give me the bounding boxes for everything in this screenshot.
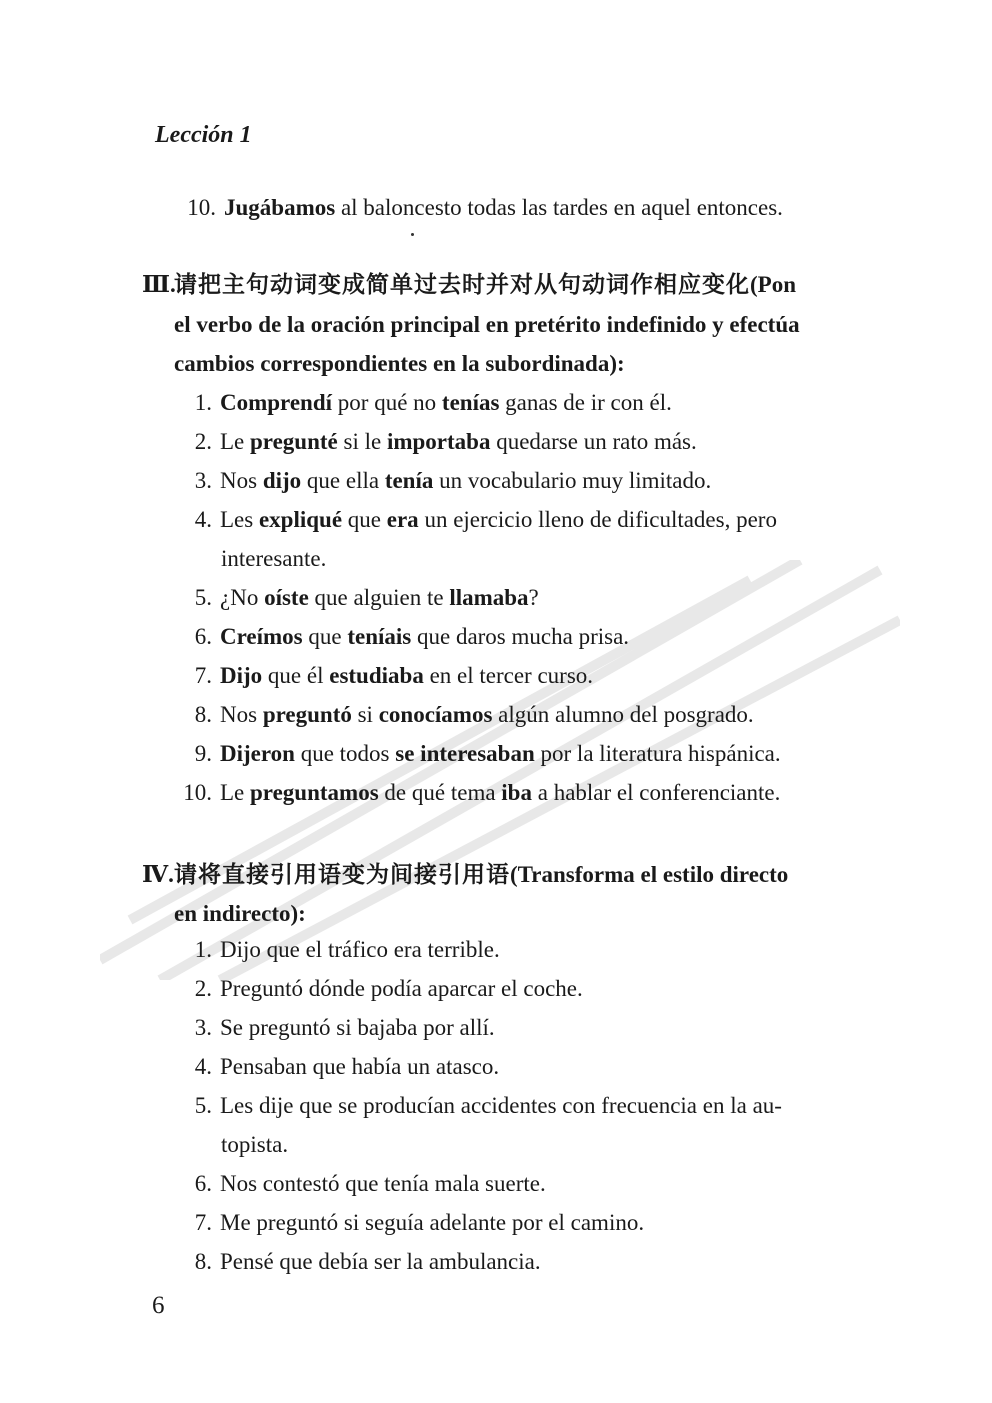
verb-bold: oíste bbox=[264, 585, 309, 610]
section-4-title-es: (Transforma el estilo directo bbox=[510, 862, 789, 887]
list-item bbox=[174, 974, 583, 1004]
verb-bold: tenía bbox=[384, 468, 434, 493]
item-text: que ella bbox=[301, 468, 385, 493]
item-text: que daros mucha prisa. bbox=[411, 624, 630, 649]
item-text: Preguntó dónde podía aparcar el coche. bbox=[220, 976, 583, 1001]
item-text: quedarse un rato más. bbox=[490, 429, 697, 454]
item-number: 4. bbox=[194, 507, 212, 532]
item-text: que bbox=[342, 507, 387, 532]
section-3-title-es: (Pon bbox=[750, 272, 796, 297]
item-number: 7. bbox=[194, 663, 212, 688]
list-item bbox=[174, 622, 629, 652]
item-number: 8. bbox=[194, 702, 212, 727]
item-number: 1. bbox=[194, 390, 212, 415]
item-number: 7. bbox=[194, 1210, 212, 1235]
section-3-heading bbox=[142, 265, 796, 305]
item-text: un vocabulario muy limitado. bbox=[433, 468, 712, 493]
item-text: que alguien te bbox=[308, 585, 450, 610]
item-number: 8. bbox=[194, 1249, 212, 1274]
item-text: Le bbox=[220, 780, 251, 805]
item-text: ¿No bbox=[220, 585, 265, 610]
verb-bold: preguntamos bbox=[250, 780, 379, 805]
list-item bbox=[174, 388, 672, 418]
item-text: que él bbox=[262, 663, 330, 688]
verb-bold: dijo bbox=[262, 468, 302, 493]
section-4-heading bbox=[142, 855, 788, 895]
verb-bold: iba bbox=[501, 780, 532, 805]
verb-bold: pregunté bbox=[250, 429, 338, 454]
verb-bold: importaba bbox=[386, 429, 491, 454]
list-item-continuation: interesante. bbox=[221, 546, 327, 571]
list-item bbox=[174, 583, 539, 613]
item-text: Le bbox=[220, 429, 251, 454]
item-number: 5. bbox=[194, 1093, 212, 1118]
verb-bold: estudiaba bbox=[329, 663, 424, 688]
item-text: que bbox=[302, 624, 348, 649]
item-number: 9. bbox=[194, 741, 212, 766]
item-text: por la literatura hispánica. bbox=[534, 741, 781, 766]
verb-bold: expliqué bbox=[258, 507, 343, 532]
item-text: a hablar el conferenciante. bbox=[531, 780, 781, 805]
list-item bbox=[174, 739, 781, 769]
verb-bold: Jugábamos bbox=[224, 195, 336, 220]
list-item bbox=[174, 1208, 644, 1238]
item-number: 6. bbox=[194, 1171, 212, 1196]
item-text: si bbox=[351, 702, 379, 727]
verb-bold: preguntó bbox=[262, 702, 352, 727]
list-item bbox=[174, 505, 777, 535]
section-3-title-line3: cambios correspondientes en la subordinada): bbox=[174, 351, 625, 376]
item-text: ganas de ir con él. bbox=[499, 390, 672, 415]
stray-dot bbox=[411, 233, 414, 236]
section-4-title-cn: 请将直接引用语变为间接引用语 bbox=[174, 862, 510, 888]
list-item bbox=[174, 1169, 546, 1199]
item-text: Pensaban que había un atasco. bbox=[220, 1054, 500, 1079]
verb-bold: se interesaban bbox=[395, 741, 535, 766]
item-number: 10. bbox=[187, 195, 216, 220]
list-item bbox=[174, 1091, 782, 1121]
section-3-title-line2: el verbo de la oración principal en pretérito indefinido y efectúa bbox=[174, 312, 800, 337]
item-number: 1. bbox=[194, 937, 212, 962]
verb-bold: conocíamos bbox=[378, 702, 493, 727]
item-text: ? bbox=[528, 585, 539, 610]
verb-bold: Dijeron bbox=[220, 741, 295, 766]
section-3-numeral: Ⅲ. bbox=[142, 272, 176, 297]
item-text: que todos bbox=[294, 741, 396, 766]
running-head: Lección 1 bbox=[155, 122, 252, 148]
item-number: 3. bbox=[194, 468, 212, 493]
section-4-numeral: Ⅳ. bbox=[142, 862, 174, 887]
list-item bbox=[174, 661, 593, 691]
list-item bbox=[174, 700, 754, 730]
item-text: por qué no bbox=[332, 390, 442, 415]
list-item bbox=[174, 935, 500, 965]
item-text: Nos bbox=[220, 468, 263, 493]
list-item-continuation: topista. bbox=[221, 1132, 289, 1157]
item-number: 5. bbox=[194, 585, 212, 610]
item-text: de qué tema bbox=[378, 780, 502, 805]
item-text: Les bbox=[220, 507, 259, 532]
list-item bbox=[174, 1052, 499, 1082]
item-number: 2. bbox=[194, 976, 212, 1001]
verb-bold: tenías bbox=[441, 390, 500, 415]
item-number: 10. bbox=[183, 780, 212, 805]
section-4-title-line2: en indirecto): bbox=[174, 901, 306, 926]
verb-bold: Dijo bbox=[220, 663, 263, 688]
item-number: 3. bbox=[194, 1015, 212, 1040]
item-text: al baloncesto todas las tardes en aquel entonces. bbox=[335, 195, 783, 220]
item-text: Se preguntó si bajaba por allí. bbox=[220, 1015, 495, 1040]
page-number: 6 bbox=[152, 1292, 165, 1319]
list-item bbox=[174, 427, 697, 457]
section-3-title-cn: 请把主句动词变成简单过去时并对从句动词作相应变化 bbox=[174, 272, 750, 298]
list-item bbox=[174, 1013, 495, 1043]
verb-bold: llamaba bbox=[449, 585, 529, 610]
verb-bold: Comprendí bbox=[220, 390, 333, 415]
list-item bbox=[174, 193, 783, 223]
item-text: Dijo que el tráfico era terrible. bbox=[220, 937, 500, 962]
item-text: en el tercer curso. bbox=[423, 663, 594, 688]
item-text: algún alumno del posgrado. bbox=[492, 702, 754, 727]
verb-bold: era bbox=[386, 507, 419, 532]
list-item bbox=[174, 466, 711, 496]
item-text: Nos bbox=[220, 702, 263, 727]
item-text: Pensé que debía ser la ambulancia. bbox=[220, 1249, 541, 1274]
item-number: 2. bbox=[194, 429, 212, 454]
list-item bbox=[174, 778, 780, 808]
item-number: 6. bbox=[194, 624, 212, 649]
item-text: si le bbox=[337, 429, 387, 454]
item-number: 4. bbox=[194, 1054, 212, 1079]
item-text: un ejercicio lleno de dificultades, pero bbox=[418, 507, 777, 532]
verb-bold: teníais bbox=[347, 624, 412, 649]
item-text: Me preguntó si seguía adelante por el camino. bbox=[220, 1210, 645, 1235]
list-item bbox=[174, 1247, 541, 1277]
item-text: Les dije que se producían accidentes con frecuencia en la au- bbox=[220, 1093, 782, 1118]
verb-bold: Creímos bbox=[220, 624, 303, 649]
item-text: Nos contestó que tenía mala suerte. bbox=[220, 1171, 546, 1196]
